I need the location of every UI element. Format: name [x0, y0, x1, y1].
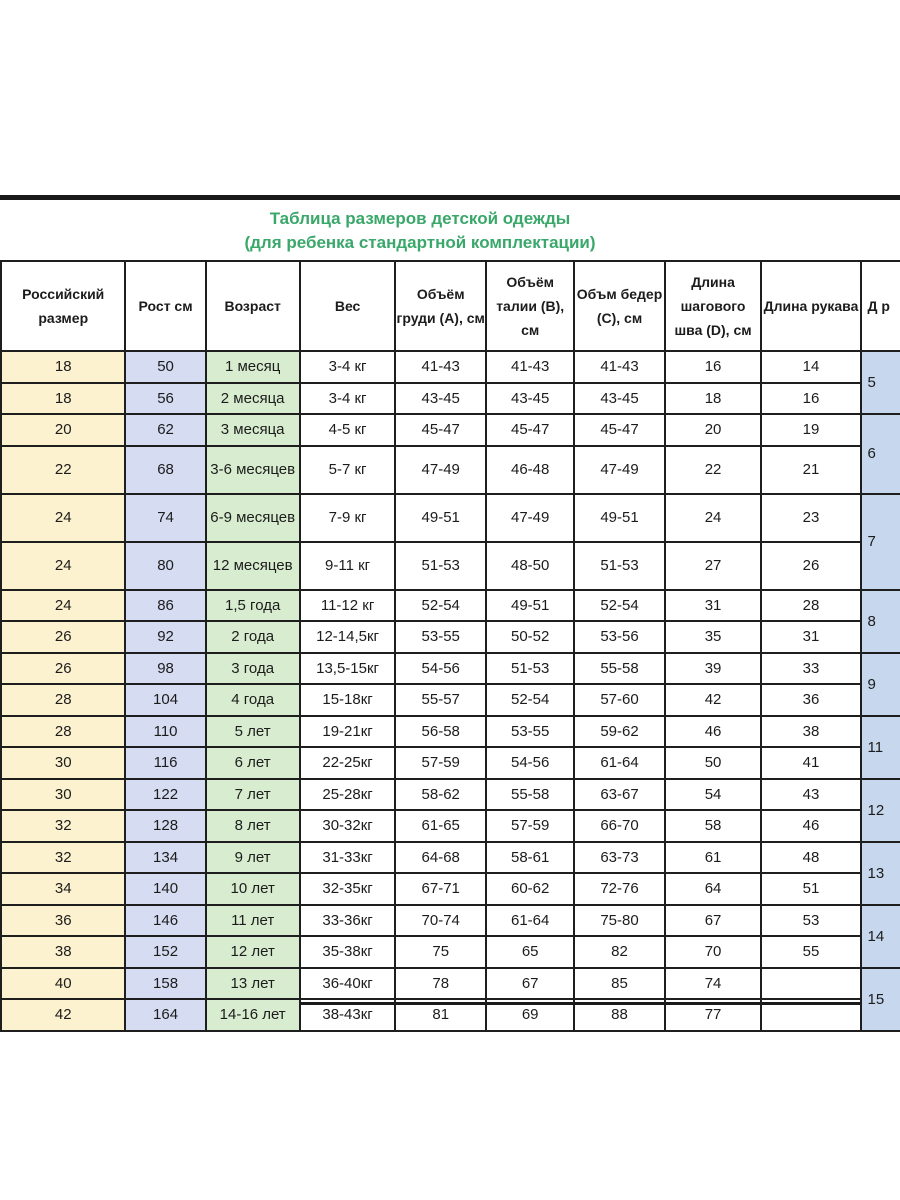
header-inseam: Длина шагового шва (D), см	[665, 261, 762, 351]
table-row	[1, 542, 900, 590]
table-row	[1, 653, 900, 685]
cell-cut-off: 7	[861, 494, 900, 590]
cell-ru-size: 30	[1, 747, 125, 779]
header-sleeve: Длина рукава	[761, 261, 860, 351]
cell-waist: 69	[486, 999, 575, 1031]
cell-waist: 67	[486, 968, 575, 1000]
cell-inseam: 50	[665, 747, 762, 779]
cell-ru-size: 26	[1, 653, 125, 685]
cell-sleeve: 51	[761, 873, 860, 905]
title-line-2: (для ребенка стандартной комплектации)	[244, 233, 596, 252]
cell-age: 3-6 месяцев	[206, 446, 300, 494]
cell-age: 3 года	[206, 653, 300, 685]
cell-cut-off: 14	[861, 905, 900, 968]
cell-height: 134	[125, 842, 205, 874]
cell-height: 92	[125, 621, 205, 653]
cell-height: 104	[125, 684, 205, 716]
cell-ru-size: 20	[1, 414, 125, 446]
cell-hips: 88	[574, 999, 664, 1031]
cell-cut-off: 9	[861, 653, 900, 716]
cell-ru-size: 18	[1, 383, 125, 415]
cell-age: 9 лет	[206, 842, 300, 874]
cell-hips: 43-45	[574, 383, 664, 415]
cell-age: 12 месяцев	[206, 542, 300, 590]
cell-height: 158	[125, 968, 205, 1000]
header-waist: Объём талии (B), см	[486, 261, 575, 351]
cell-cut-off: 5	[861, 351, 900, 414]
cell-chest: 67-71	[395, 873, 485, 905]
cell-chest: 52-54	[395, 590, 485, 622]
cell-waist: 58-61	[486, 842, 575, 874]
table-row	[1, 621, 900, 653]
header-ru-size: Российский размер	[1, 261, 125, 351]
cell-hips: 52-54	[574, 590, 664, 622]
cell-ru-size: 28	[1, 684, 125, 716]
cell-hips: 59-62	[574, 716, 664, 748]
cell-weight: 3-4 кг	[300, 351, 396, 383]
cell-weight: 4-5 кг	[300, 414, 396, 446]
cell-sleeve: 26	[761, 542, 860, 590]
table-row	[1, 446, 900, 494]
cell-chest: 57-59	[395, 747, 485, 779]
size-table	[0, 260, 900, 1032]
cell-weight: 19-21кг	[300, 716, 396, 748]
table-row	[1, 351, 900, 383]
cell-inseam: 39	[665, 653, 762, 685]
cell-weight: 9-11 кг	[300, 542, 396, 590]
cell-chest: 45-47	[395, 414, 485, 446]
cell-age: 7 лет	[206, 779, 300, 811]
header-hips: Объм бедер (C), см	[574, 261, 664, 351]
cell-ru-size: 34	[1, 873, 125, 905]
cell-chest: 47-49	[395, 446, 485, 494]
cell-age: 3 месяца	[206, 414, 300, 446]
cell-hips: 57-60	[574, 684, 664, 716]
cell-inseam: 77	[665, 999, 762, 1031]
cell-inseam: 46	[665, 716, 762, 748]
cell-hips: 75-80	[574, 905, 664, 937]
cell-waist: 48-50	[486, 542, 575, 590]
cell-hips: 66-70	[574, 810, 664, 842]
size-table-body	[1, 351, 900, 1031]
cell-age: 12 лет	[206, 936, 300, 968]
cell-height: 80	[125, 542, 205, 590]
cell-waist: 43-45	[486, 383, 575, 415]
cell-chest: 70-74	[395, 905, 485, 937]
cell-ru-size: 38	[1, 936, 125, 968]
cell-ru-size: 24	[1, 494, 125, 542]
cell-weight: 22-25кг	[300, 747, 396, 779]
cell-age: 6-9 месяцев	[206, 494, 300, 542]
cell-ru-size: 24	[1, 590, 125, 622]
table-row	[1, 936, 900, 968]
cell-waist: 46-48	[486, 446, 575, 494]
cell-height: 110	[125, 716, 205, 748]
cell-age: 13 лет	[206, 968, 300, 1000]
cell-age: 11 лет	[206, 905, 300, 937]
cell-weight: 3-4 кг	[300, 383, 396, 415]
cell-inseam: 58	[665, 810, 762, 842]
cell-height: 68	[125, 446, 205, 494]
cell-chest: 53-55	[395, 621, 485, 653]
table-row	[1, 590, 900, 622]
cell-waist: 53-55	[486, 716, 575, 748]
cell-ru-size: 36	[1, 905, 125, 937]
table-row	[1, 873, 900, 905]
cell-chest: 41-43	[395, 351, 485, 383]
cell-hips: 49-51	[574, 494, 664, 542]
cell-height: 128	[125, 810, 205, 842]
cell-waist: 60-62	[486, 873, 575, 905]
cell-waist: 57-59	[486, 810, 575, 842]
cell-sleeve: 53	[761, 905, 860, 937]
cell-cut-off: 15	[861, 968, 900, 1031]
cell-sleeve: 38	[761, 716, 860, 748]
cell-waist: 54-56	[486, 747, 575, 779]
cell-inseam: 61	[665, 842, 762, 874]
cell-ru-size: 42	[1, 999, 125, 1031]
cell-inseam: 27	[665, 542, 762, 590]
cell-height: 86	[125, 590, 205, 622]
table-row	[1, 716, 900, 748]
cell-weight: 36-40кг	[300, 968, 396, 1000]
cell-sleeve: 23	[761, 494, 860, 542]
cell-hips: 45-47	[574, 414, 664, 446]
cell-chest: 61-65	[395, 810, 485, 842]
cell-cut-off: 12	[861, 779, 900, 842]
cell-age: 2 месяца	[206, 383, 300, 415]
cell-inseam: 24	[665, 494, 762, 542]
cell-inseam: 54	[665, 779, 762, 811]
cell-inseam: 22	[665, 446, 762, 494]
cell-age: 1 месяц	[206, 351, 300, 383]
cell-waist: 55-58	[486, 779, 575, 811]
cell-hips: 63-73	[574, 842, 664, 874]
cell-waist: 41-43	[486, 351, 575, 383]
cell-height: 152	[125, 936, 205, 968]
cell-weight: 5-7 кг	[300, 446, 396, 494]
cell-sleeve: 14	[761, 351, 860, 383]
cell-hips: 82	[574, 936, 664, 968]
cell-ru-size: 32	[1, 810, 125, 842]
cell-ru-size: 28	[1, 716, 125, 748]
cell-height: 62	[125, 414, 205, 446]
cell-chest: 56-58	[395, 716, 485, 748]
cell-inseam: 42	[665, 684, 762, 716]
cell-chest: 58-62	[395, 779, 485, 811]
cell-hips: 53-56	[574, 621, 664, 653]
table-row	[1, 842, 900, 874]
cell-hips: 85	[574, 968, 664, 1000]
cell-ru-size: 24	[1, 542, 125, 590]
cell-waist: 65	[486, 936, 575, 968]
cell-chest: 55-57	[395, 684, 485, 716]
cell-sleeve: 55	[761, 936, 860, 968]
header-row	[1, 261, 900, 351]
cell-height: 122	[125, 779, 205, 811]
cell-chest: 81	[395, 999, 485, 1031]
cell-weight: 33-36кг	[300, 905, 396, 937]
cell-sleeve: 36	[761, 684, 860, 716]
cell-cut-off: 13	[861, 842, 900, 905]
header-age: Возраст	[206, 261, 300, 351]
cell-waist: 51-53	[486, 653, 575, 685]
cell-age: 6 лет	[206, 747, 300, 779]
cell-chest: 64-68	[395, 842, 485, 874]
cell-height: 146	[125, 905, 205, 937]
cell-ru-size: 26	[1, 621, 125, 653]
cell-inseam: 70	[665, 936, 762, 968]
table-row	[1, 684, 900, 716]
cell-age: 10 лет	[206, 873, 300, 905]
table-row	[1, 383, 900, 415]
cell-chest: 51-53	[395, 542, 485, 590]
cell-weight: 25-28кг	[300, 779, 396, 811]
cell-height: 50	[125, 351, 205, 383]
cell-sleeve: 43	[761, 779, 860, 811]
cell-sleeve: 41	[761, 747, 860, 779]
cell-waist: 47-49	[486, 494, 575, 542]
cell-hips: 41-43	[574, 351, 664, 383]
cell-sleeve: 31	[761, 621, 860, 653]
cell-sleeve: 28	[761, 590, 860, 622]
cell-waist: 50-52	[486, 621, 575, 653]
cell-inseam: 18	[665, 383, 762, 415]
cell-sleeve: 46	[761, 810, 860, 842]
cell-height: 116	[125, 747, 205, 779]
cell-height: 98	[125, 653, 205, 685]
table-row	[1, 905, 900, 937]
cell-ru-size: 30	[1, 779, 125, 811]
cell-hips: 61-64	[574, 747, 664, 779]
header-cut-off: Д р	[861, 261, 900, 351]
cell-inseam: 67	[665, 905, 762, 937]
cell-height: 164	[125, 999, 205, 1031]
cell-sleeve: 19	[761, 414, 860, 446]
title-line-1: Таблица размеров детской одежды	[269, 209, 571, 228]
cell-sleeve	[761, 999, 860, 1031]
cell-cut-off: 6	[861, 414, 900, 494]
cell-weight: 38-43кг	[300, 999, 396, 1031]
header-weight: Вес	[300, 261, 396, 351]
cell-ru-size: 18	[1, 351, 125, 383]
header-chest: Объём груди (A), см	[395, 261, 485, 351]
cell-height: 56	[125, 383, 205, 415]
cell-waist: 52-54	[486, 684, 575, 716]
table-row	[1, 747, 900, 779]
table-row	[1, 810, 900, 842]
cell-waist: 45-47	[486, 414, 575, 446]
cell-age: 14-16 лет	[206, 999, 300, 1031]
cell-weight: 31-33кг	[300, 842, 396, 874]
cell-inseam: 74	[665, 968, 762, 1000]
header-height: Рост см	[125, 261, 205, 351]
cell-inseam: 35	[665, 621, 762, 653]
cell-waist: 61-64	[486, 905, 575, 937]
cell-age: 1,5 года	[206, 590, 300, 622]
cell-age: 4 года	[206, 684, 300, 716]
cell-chest: 78	[395, 968, 485, 1000]
cell-hips: 55-58	[574, 653, 664, 685]
cell-weight: 12-14,5кг	[300, 621, 396, 653]
table-row	[1, 414, 900, 446]
cell-hips: 51-53	[574, 542, 664, 590]
cell-sleeve: 16	[761, 383, 860, 415]
cell-waist: 49-51	[486, 590, 575, 622]
cell-inseam: 31	[665, 590, 762, 622]
cell-sleeve: 33	[761, 653, 860, 685]
cell-hips: 72-76	[574, 873, 664, 905]
cell-weight: 30-32кг	[300, 810, 396, 842]
table-row	[1, 968, 900, 1000]
cell-inseam: 16	[665, 351, 762, 383]
cell-sleeve: 21	[761, 446, 860, 494]
cell-weight: 7-9 кг	[300, 494, 396, 542]
cell-height: 74	[125, 494, 205, 542]
cell-cut-off: 8	[861, 590, 900, 653]
cell-hips: 47-49	[574, 446, 664, 494]
cell-weight: 13,5-15кг	[300, 653, 396, 685]
cell-weight: 15-18кг	[300, 684, 396, 716]
cell-ru-size: 40	[1, 968, 125, 1000]
cell-weight: 35-38кг	[300, 936, 396, 968]
cell-inseam: 20	[665, 414, 762, 446]
cell-ru-size: 22	[1, 446, 125, 494]
cell-chest: 43-45	[395, 383, 485, 415]
cell-cut-off: 11	[861, 716, 900, 779]
table-row	[1, 494, 900, 542]
cell-chest: 49-51	[395, 494, 485, 542]
cell-age: 5 лет	[206, 716, 300, 748]
table-row	[1, 779, 900, 811]
cell-weight: 11-12 кг	[300, 590, 396, 622]
cell-ru-size: 32	[1, 842, 125, 874]
cell-age: 2 года	[206, 621, 300, 653]
cell-chest: 54-56	[395, 653, 485, 685]
cell-sleeve: 48	[761, 842, 860, 874]
chart-title	[0, 200, 900, 260]
table-row	[1, 999, 900, 1031]
cell-height: 140	[125, 873, 205, 905]
size-chart-sheet	[0, 195, 900, 1024]
cell-hips: 63-67	[574, 779, 664, 811]
cell-weight: 32-35кг	[300, 873, 396, 905]
cell-chest: 75	[395, 936, 485, 968]
cell-sleeve	[761, 968, 860, 1000]
cell-age: 8 лет	[206, 810, 300, 842]
cell-inseam: 64	[665, 873, 762, 905]
